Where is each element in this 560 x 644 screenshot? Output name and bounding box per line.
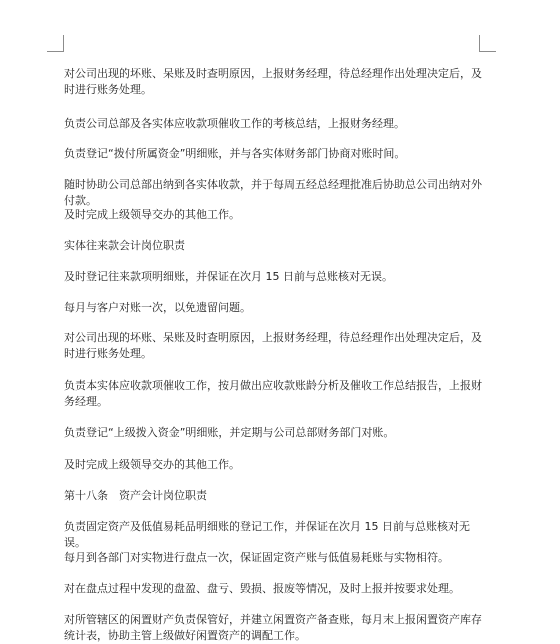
paragraph-idle-assets: 对所管辖区的闲置财产负责保管好，并建立闲置资产备查账，每月末上报闲置资产库存统计表，协助主管上级做好闲置资产的调配工作。: [64, 613, 482, 642]
paragraph-ar-ledger: 及时登记往来款项明细账，并保证在次月 15 日前与总账核对无误。: [64, 270, 393, 283]
top-right-margin-mark: [479, 35, 496, 52]
paragraph-assist-cashier: 随时协助公司总部出纳到各实体收款，并于每周五经总经理批准后协助总公司出纳对外付款。: [64, 178, 482, 207]
paragraph-entity-collection: 负责本实体应收款项催收工作，按月做出应收款账龄分析及催收工作总结报告，上报财务经理。: [64, 379, 482, 408]
paragraph-other-tasks: 及时完成上级领导交办的其他工作。: [64, 208, 240, 221]
paragraph-count-discrepancies: 对在盘点过程中发现的盘盈、盘亏、毁损、报废等情况，及时上报并按要求处理。: [64, 582, 460, 595]
paragraph-bad-debt-handling: 对公司出现的坏账、呆账及时查明原因，上报财务经理，待总经理作出处理决定后，及时进行账务处理。: [64, 67, 482, 96]
heading-entity-ar-accountant: 实体往来款会计岗位职责: [64, 239, 185, 252]
paragraph-hq-collection-review: 负责公司总部及各实体应收款项催收工作的考核总结，上报财务经理。: [64, 117, 405, 130]
paragraph-fixed-assets-ledger: 负责固定资产及低值易耗品明细账的登记工作，并保证在次月 15 日前与总账核对无误。: [64, 520, 470, 549]
paragraph-bad-debt-handling-entity: 对公司出现的坏账、呆账及时查明原因，上报财务经理，待总经理作出处理决定后，及时进行账务处理。: [64, 331, 482, 360]
heading-article-18: 第十八条 资产会计岗位职责: [64, 489, 207, 502]
paragraph-inventory-count: 每月到各部门对实物进行盘点一次，保证固定资产账与低值易耗账与实物相符。: [64, 551, 449, 564]
paragraph-customer-reconciliation: 每月与客户对账一次，以免遗留问题。: [64, 301, 251, 314]
paragraph-received-funds-ledger: 负责登记“上级拨入资金”明细账，并定期与公司总部财务部门对账。: [64, 426, 395, 439]
paragraph-allocated-funds-ledger: 负责登记“拨付所属资金”明细账，并与各实体财务部门协商对账时间。: [64, 147, 406, 160]
top-left-margin-mark: [47, 35, 64, 52]
paragraph-other-tasks-entity: 及时完成上级领导交办的其他工作。: [64, 458, 240, 471]
